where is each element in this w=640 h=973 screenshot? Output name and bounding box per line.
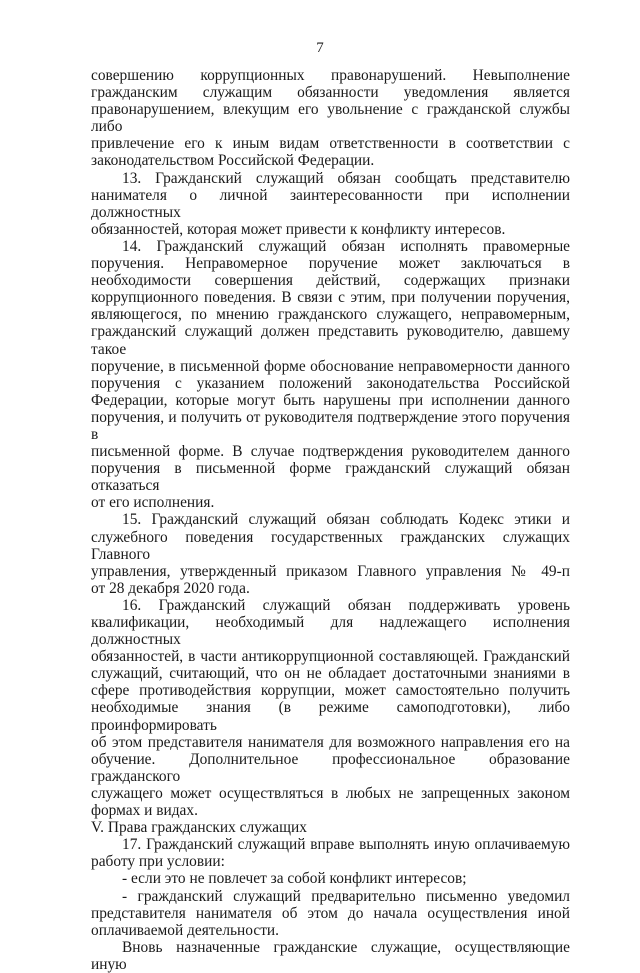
text-line: от его исполнения. [91,494,215,512]
text-line: представителя нанимателя об этом до начала осуществления иной [91,904,570,922]
text-line: поручения. Неправомерное поручение может заключаться в [91,255,570,273]
text-line: необходимые знания (в режиме самоподготовки), либо проинформировать [91,699,570,734]
text-line: от 28 декабря 2020 года. [91,579,250,597]
text-line: об этом представителя нанимателя для возможного направления его на [91,733,570,751]
text-line: формах и видах. [91,802,198,820]
text-line: 17. Гражданский служащий вправе выполнять иную оплачиваемую [122,836,570,854]
document-body [91,67,570,973]
paragraph-16 [91,597,570,819]
text-line: оплачиваемой деятельности. [91,921,280,939]
text-line: гражданским служащим обязанности уведомления является [91,84,570,102]
condition-item-1 [91,870,570,887]
text-line: 15. Гражданский служащий обязан соблюдать Кодекс этики и [122,511,570,529]
paragraph-14 [91,238,570,512]
text-line: Федерации, которые могут быть нарушены при исполнении данного [91,391,570,409]
text-line: - если это не повлечет за собой конфликт интересов; [122,870,467,888]
text-line: 14. Гражданский служащий обязан исполнять правомерные [122,237,570,255]
section-heading: V. Права гражданских служащих [91,819,307,837]
condition-item-2 [91,888,570,939]
text-line: необходимости совершения действий, содержащих признаки [91,272,570,290]
text-line: Вновь назначенные гражданские служащие, осуществляющие иную [91,938,570,973]
text-line: поручения с указанием положений законодательства Российской [91,374,570,392]
text-line: коррупционного поведения. В связи с этим, при получении поручения, [91,289,570,307]
paragraph-18 [91,939,570,973]
text-line: служащий, считающий, что он не обладает достаточными знаниями в [91,665,570,683]
text-line: обязанностей, которая может привести к конфликту интересов. [91,220,506,238]
text-line: служебного поведения государственных гражданских служащих Главного [91,528,570,563]
page-number: 7 [316,40,324,56]
text-line: совершению коррупционных правонарушений. Невыполнение [91,67,570,84]
text-line: управления, утвержденный приказом Главного управления № 49-п [91,562,570,580]
text-line: - гражданский служащий предварительно письменно уведомил [122,887,570,905]
text-line: привлечение его к иным видам ответственности в соответствии с [91,135,570,153]
text-line: поручения в письменной форме гражданский служащий обязан отказаться [91,460,570,495]
paragraph-15 [91,511,570,596]
text-line: гражданский служащий должен представить руководителю, давшему такое [91,323,570,358]
text-line: правонарушением, влекущим его увольнение с гражданской службы либо [91,101,570,136]
text-line: 13. Гражданский служащий обязан сообщать представителю [122,169,570,187]
text-line: служащего может осуществляться в любых не запрещенных законом [91,784,570,802]
text-line: работу при условии: [91,853,225,871]
text-line: 16. Гражданский служащий обязан поддерживать уровень [122,596,570,614]
text-line: нанимателя о личной заинтересованности при исполнении должностных [91,186,570,221]
text-line: письменной форме. В случае подтверждения руководителем данного [91,443,570,461]
text-line: квалификации, необходимый для надлежащего исполнения должностных [91,614,570,649]
paragraph-17 [91,836,570,870]
paragraph-continuation [91,67,570,170]
paragraph-13 [91,170,570,238]
text-line: являющегося, по мнению гражданского служащего, неправомерным, [91,306,570,324]
text-line: законодательством Российской Федерации. [91,152,375,170]
text-line: сфере противодействия коррупции, может самостоятельно получить [91,682,570,700]
text-line: поручения, и получить от руководителя подтверждение этого поручения в [91,408,570,443]
text-line: обязанностей, в части антикоррупционной составляющей. Гражданский [91,648,570,666]
text-line: обучение. Дополнительное профессиональное образование гражданского [91,750,570,785]
text-line: поручение, в письменной форме обоснование неправомерности данного [91,357,570,375]
